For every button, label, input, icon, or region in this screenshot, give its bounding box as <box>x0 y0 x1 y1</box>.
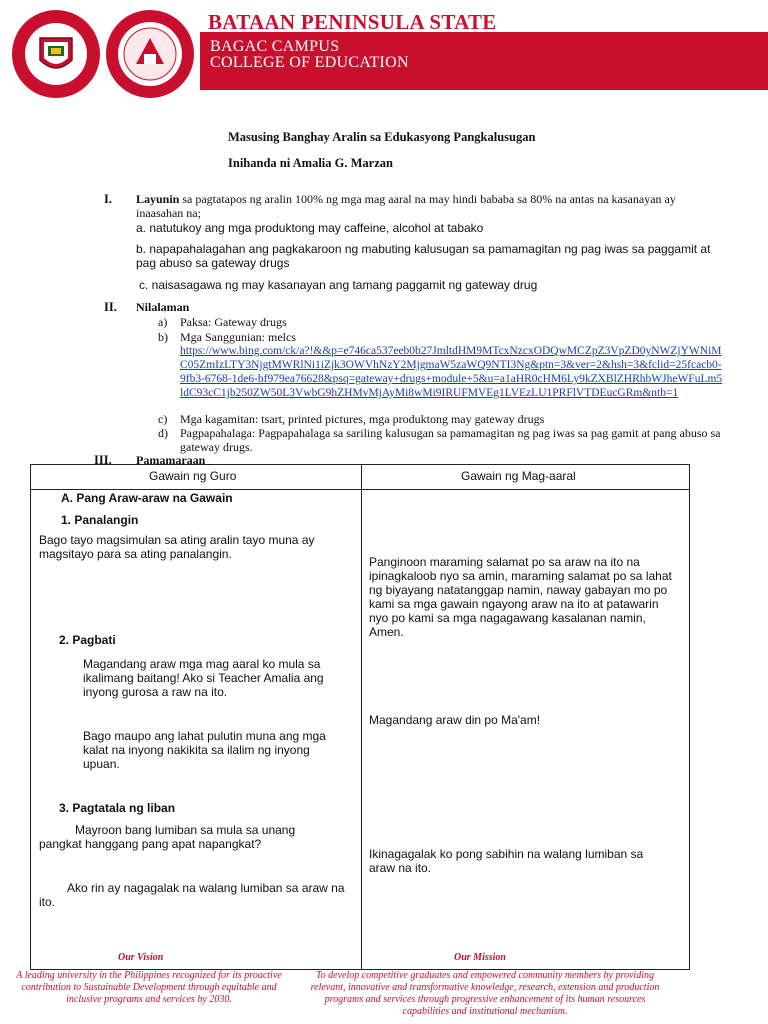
mission-text: To develop competitive graduates and empowered community members by providing relevant, innovative and transformative knowledge, research, extension and production programs and services through progressive enhancement of its human resources capabilities and institutional mechanism. <box>310 970 660 1017</box>
column-header-guro: Gawain ng Guro <box>149 469 237 483</box>
campus-name: BAGAC CAMPUS <box>210 38 340 55</box>
reference-link[interactable]: https://www.bing.com/ck/a?!&&p=e746ca537eeb0b27JmltdHM9MTcxNzcxODQwMCZpZ3VpZD0yNWZjYWNiMC05ZmIzLTY3NjgtMWRlNi1iZjk3OWVhNzY2MjgmaW5zaWQ9NTI3Ng&ptn=3&ver=2&hsh=3&fclid=25fcacb0-9fb3-6768-1de6-bf979ea76628&psq=gateway+drugs+module+5&u=a1aHR0cHM6Ly9kZXBlZHRhbWJheWFuLm5ldC93cC1jb250ZW50L3VwbG9hZHMvMjAyMi8wMi9IRUFMVEg1LVEzLU1PRFlVTDEucGRm&ntb=1 <box>180 345 723 399</box>
guro-pagbati-1: Magandang araw mga mag aaral ko mula sa ikalimang baitang! Ako si Teacher Amalia ang inyong gurosa a raw na ito. <box>83 657 324 699</box>
section-number: III. <box>94 453 112 467</box>
guro-liban-1: Mayroon bang lumiban sa mula sa unang pangkat hanggang pang apat napangkat? <box>39 823 296 851</box>
university-seal-logo <box>10 8 102 100</box>
subheading-pang-araw-araw: A. Pang Araw-araw na Gawain <box>61 491 233 505</box>
mag-aaral-panalangin: Panginoon maraming salamat po sa araw na ito na ipinagkaloob nyo sa amin, maraming salamat po sa lahat ng biyayang natatanggap namin, naway gabayan mo po kami sa mga gawain ngayong araw na ito at patawarin nyo po kami sa mga nagagawang kasalanan namin, Amen. <box>369 555 672 639</box>
list-letter: b) <box>158 330 168 344</box>
objective-a: a. natutukoy ang mga produktong may caffeine, alcohol at tabako <box>136 221 484 235</box>
pagpapahalaga: Pagpapahalaga: Pagpapahalaga sa sariling kalusugan sa pamamagitan ng pag iwas sa pag gamit at pang abuso sa gateway drugs. <box>180 426 721 454</box>
guro-liban-2: Ako rin ay nagagalak na walang lumiban sa araw na ito. <box>39 881 345 909</box>
subheading-pagtatala: 3. Pagtatala ng liban <box>59 801 176 815</box>
list-letter: a) <box>158 315 168 329</box>
mag-aaral-pagbati: Magandang araw din po Ma'am! <box>369 713 541 727</box>
section-number: II. <box>104 300 117 314</box>
subheading-panalangin: 1. Panalangin <box>61 513 139 527</box>
document-title: Masusing Banghay Aralin sa Edukasyong Pangkalusugan <box>228 130 536 144</box>
column-header-mag-aaral: Gawain ng Mag-aaral <box>461 469 576 483</box>
college-name: COLLEGE OF EDUCATION <box>210 54 409 71</box>
mag-aaral-liban: Ikinagagalak ko pong sabihin na walang lumiban sa araw na ito. <box>369 847 644 875</box>
list-letter: c) <box>158 412 168 426</box>
section-number: I. <box>104 192 112 206</box>
objective-c: c. naisasagawa ng may kasanayan ang tamang paggamit ng gateway drug <box>139 278 538 292</box>
section-label: Layunin <box>136 192 180 206</box>
column-divider <box>361 465 362 969</box>
university-name: BATAAN PENINSULA STATE <box>208 10 497 34</box>
guro-panalangin: Bago tayo magsimulan sa ating aralin tayo muna ay magsitayo para sa ating panalangin. <box>39 533 315 561</box>
layunin-intro: sa pagtatapos ng aralin 100% ng mga mag aaral na may hindi bababa sa 80% na antas na kasanayan ay inaasahan na; <box>136 192 676 220</box>
mission-label: Our Mission <box>454 952 506 963</box>
document-author: Inihanda ni Amalia G. Marzan <box>228 156 393 170</box>
table-header <box>31 465 689 490</box>
lesson-procedure-table <box>30 464 690 970</box>
vision-text: A leading university in the Philippines recognized for its proactive contribution to Sustainable Development through equitable and inclusive programs and services by 2030. <box>16 970 282 1005</box>
kagamitan: Mga kagamitan: tsart, printed pictures, mga produktong may gateway drugs <box>180 412 545 426</box>
objective-b: b. napapahalagahan ang pagkakaroon ng mabuting kalusugan sa pamamagitan ng pag iwas sa paggamit at pag abuso sa gateway drugs <box>136 242 711 270</box>
paksa: Paksa: Gateway drugs <box>180 315 287 329</box>
sanggunian: Mga Sanggunian: melcs <box>180 330 296 344</box>
subheading-pagbati: 2. Pagbati <box>59 633 116 647</box>
college-seal-logo <box>104 8 196 100</box>
section-label: Nilalaman <box>136 300 190 314</box>
vision-label: Our Vision <box>118 952 164 963</box>
section-label: Pamamaraan <box>136 453 206 467</box>
layunin-paragraph <box>136 192 716 220</box>
guro-pagbati-2: Bago maupo ang lahat pulutin muna ang mga kalat na inyong nakikita sa ilalim ng inyong upuan. <box>83 729 326 771</box>
list-letter: d) <box>158 426 168 440</box>
